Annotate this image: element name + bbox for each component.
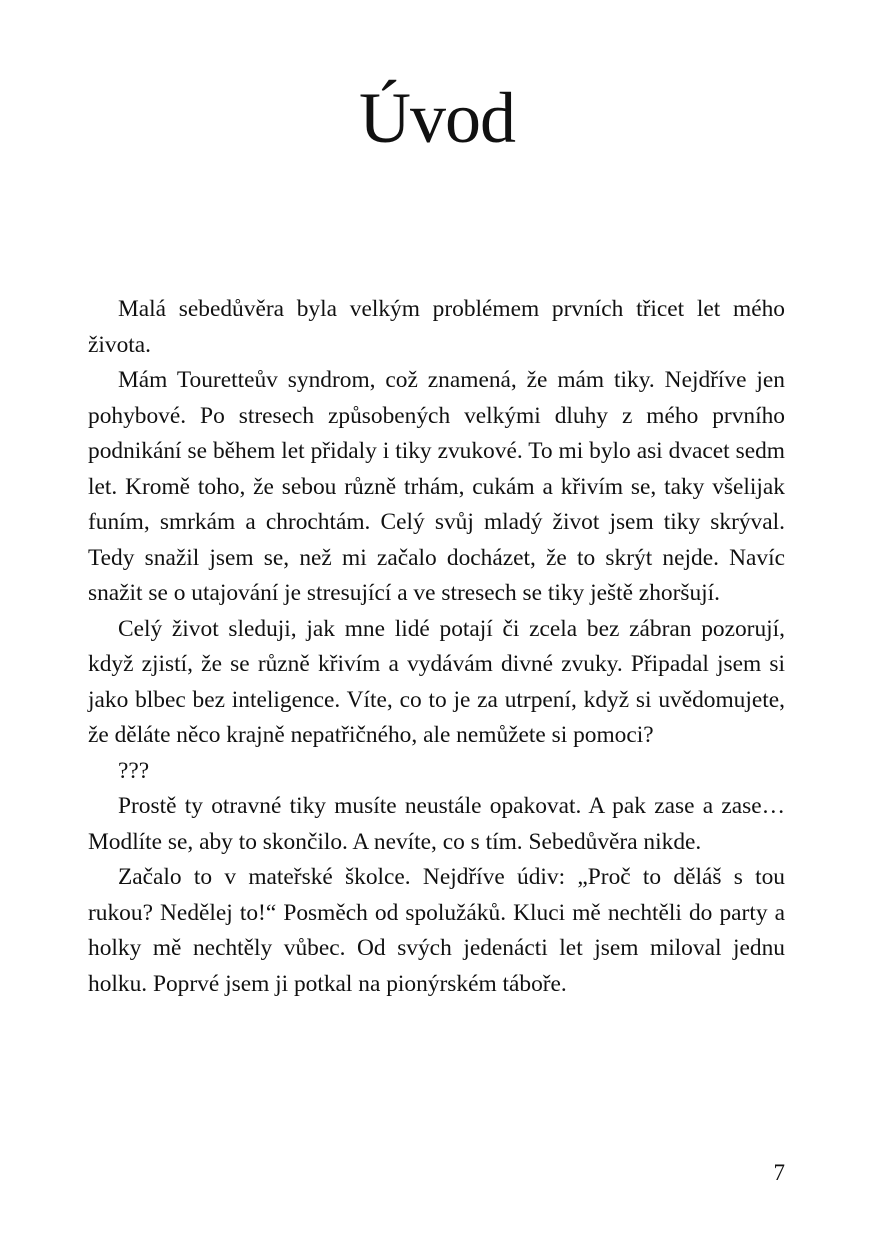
chapter-title: Úvod xyxy=(359,78,515,158)
paragraph: ??? xyxy=(118,757,150,784)
body-text xyxy=(88,292,785,1002)
page-number: 7 xyxy=(773,1160,785,1185)
paragraph: Malá sebedůvěra byla velkým problémem prvních třicet let mého života. xyxy=(88,296,785,358)
paragraph: Prostě ty otravné tiky musíte neustále opakovat. A pak zase a zase… Modlíte se, aby to skončilo. A nevíte, co s tím. Sebedůvěra nikde. xyxy=(88,793,785,855)
paragraph: Mám Touretteův syndrom, což znamená, že mám tiky. Nejdříve jen pohybové. Po stresech způsobených velkými dluhy z mého prvního podnikání se během let přidaly i tiky zvukové. To mi bylo asi dvacet sedm let. Kromě toho, že sebou různě trhám, cukám a křivím se, taky všelijak funím, smrkám a chrochtám. Celý svůj mladý život jsem tiky skrýval. Tedy snažil jsem se, než mi začalo docházet, že to skrýt nejde. Navíc snažit se o utajování je stresující a ve stresech se tiky ještě zhoršují. xyxy=(88,367,785,606)
paragraph: Začalo to v mateřské školce. Nejdříve údiv: „Proč to děláš s tou rukou? Nedělej to!“ Posměch od spolužáků. Kluci mě nechtěli do party a holky mě nechtěly vůbec. Od svých jedenácti let jsem miloval jednu holku. Poprvé jsem ji potkal na pionýrském táboře. xyxy=(88,864,785,997)
paragraph: Celý život sleduji, jak mne lidé potají či zcela bez zábran pozorují, když zjistí, že se různě křivím a vydávám divné zvuky. Připadal jsem si jako blbec bez inteligence. Víte, co to je za utrpení, když si uvědomujete, že děláte něco krajně nepatřičného, ale nemůžete si pomoci? xyxy=(88,615,785,748)
